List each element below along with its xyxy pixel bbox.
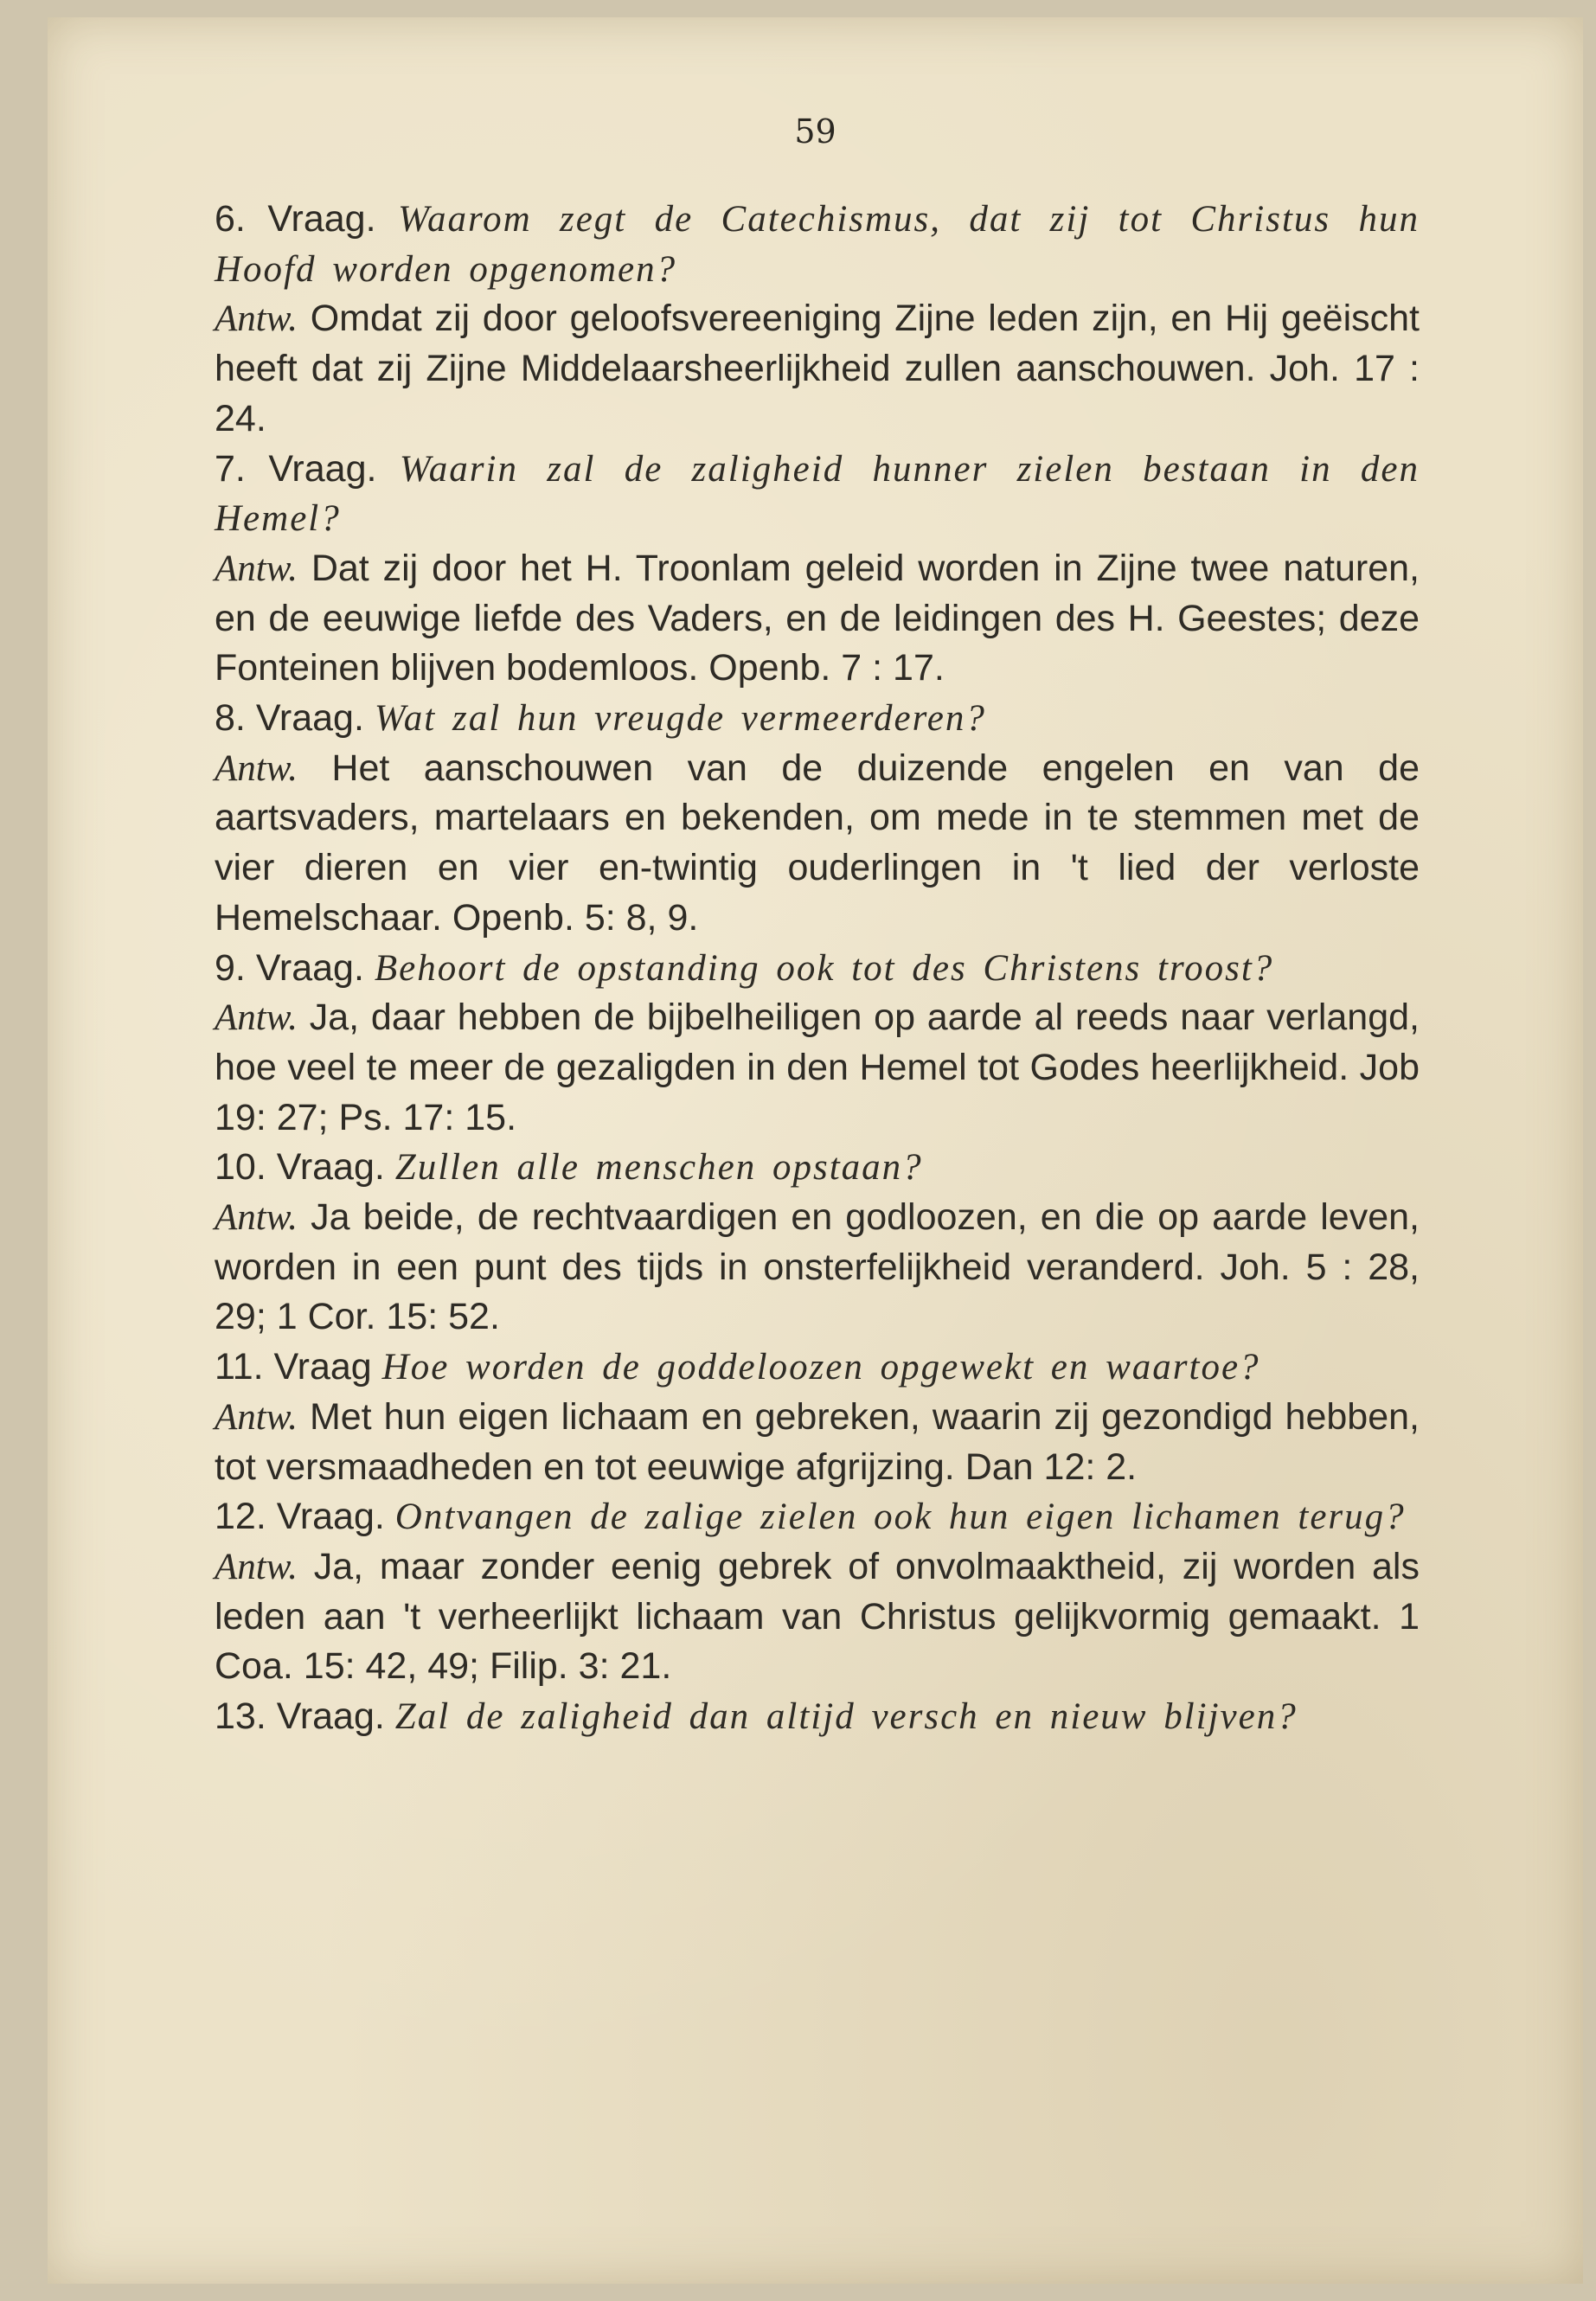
vraag-label: Vraag. xyxy=(267,198,376,240)
antw-label: Antw. xyxy=(215,1396,298,1438)
qa-entry-7 xyxy=(170,445,1420,695)
antw-label: Antw. xyxy=(215,298,298,340)
vraag-label: Vraag. xyxy=(255,946,364,989)
antw-label: Antw. xyxy=(215,548,298,589)
question-number: 13. xyxy=(215,1695,266,1738)
answer-text: Met hun eigen lichaam en gebreken, waarin zij gezondigd hebben, tot versmaadheden en tot eeuwige afgrijzing. Dan 12: 2. xyxy=(215,1395,1420,1488)
qa-entry-8 xyxy=(170,694,1420,944)
page-number: 59 xyxy=(794,112,836,151)
answer xyxy=(170,993,1420,1143)
question xyxy=(170,1343,1420,1393)
qa-entry-10 xyxy=(170,1143,1420,1343)
answer xyxy=(170,1542,1420,1692)
question-text: Ontvangen de zalige zielen ook hun eigen lichamen terug? xyxy=(394,1497,1406,1538)
antw-label: Antw. xyxy=(215,747,298,789)
qa-entry-9 xyxy=(170,944,1420,1144)
question-number: 7. xyxy=(215,447,246,490)
question-text: Wat zal hun vreugde vermeerderen? xyxy=(374,698,986,740)
antw-label: Antw. xyxy=(215,1546,298,1587)
question xyxy=(170,445,1420,544)
question-text: Behoort de opstanding ook tot des Christens troost? xyxy=(374,947,1274,989)
answer-text: Ja, maar zonder eenig gebrek of onvolmaaktheid, zij worden als leden aan 't verheerlijkt lichaam van Christus gelijkvormig gemaakt. 1 Coa. 15: 42, 49; Filip. 3: 21. xyxy=(215,1545,1420,1688)
qa-entry-11 xyxy=(170,1343,1420,1492)
question xyxy=(170,195,1420,294)
question xyxy=(170,694,1420,744)
question-text: Waarin zal de zaligheid hunner zielen bestaan in den Hemel? xyxy=(215,448,1420,540)
answer xyxy=(170,1193,1420,1343)
antw-label: Antw. xyxy=(215,997,298,1039)
vraag-label: Vraag. xyxy=(276,1496,385,1538)
vraag-label: Vraag. xyxy=(268,447,377,490)
question-number: 9. xyxy=(215,946,246,989)
answer xyxy=(170,1393,1420,1492)
qa-entry-13 xyxy=(170,1692,1420,1742)
question-number: 11. xyxy=(215,1346,264,1388)
answer xyxy=(170,544,1420,694)
answer xyxy=(170,294,1420,444)
question-number: 12. xyxy=(215,1496,266,1538)
answer-text: Ja beide, de rechtvaardigen en godloozen, en die op aarde leven, worden in een punt des tijds in onsterfelijkheid veranderd. Joh. 5 : 28, 29; 1 Cor. 15: 52. xyxy=(215,1196,1420,1338)
vraag-label: Vraag. xyxy=(276,1695,385,1738)
question-number: 10. xyxy=(215,1146,266,1189)
answer-text: Dat zij door het H. Troonlam geleid worden in Zijne twee naturen, en de eeuwige liefde des Vaders, en de leidingen des H. Geestes; deze Fonteinen blijven bodemloos. Openb. 7 : 17. xyxy=(215,547,1420,689)
question-text: Zullen alle menschen opstaan? xyxy=(394,1147,923,1189)
question-text: Hoe worden de goddeloozen opgewekt en waartoe? xyxy=(381,1347,1260,1388)
qa-entry-12 xyxy=(170,1492,1420,1692)
catechism-text xyxy=(170,195,1420,1742)
question xyxy=(170,1692,1420,1742)
answer xyxy=(170,744,1420,944)
question-number: 6. xyxy=(215,198,246,240)
vraag-label: Vraag xyxy=(273,1346,372,1388)
qa-entry-6 xyxy=(170,195,1420,445)
answer-text: Omdat zij door geloofsvereeniging Zijne leden zijn, en Hij geëischt heeft dat zij Zijne Middelaarsheerlijkheid zullen aanschouwen. Joh. 17 : 24. xyxy=(215,298,1420,439)
vraag-label: Vraag. xyxy=(276,1146,385,1189)
question xyxy=(170,944,1420,994)
question-text: Zal de zaligheid dan altijd versch en nieuw blijven? xyxy=(394,1696,1298,1738)
answer-text: Ja, daar hebben de bijbelheiligen op aarde al reeds naar verlangd, hoe veel te meer de gezaligden in den Hemel tot Godes heerlijkheid. Job 19: 27; Ps. 17: 15. xyxy=(215,997,1420,1138)
question-number: 8. xyxy=(215,697,246,740)
book-page xyxy=(48,17,1583,2284)
question xyxy=(170,1143,1420,1193)
vraag-label: Vraag. xyxy=(255,697,364,740)
question xyxy=(170,1492,1420,1542)
question-text: Waarom zegt de Catechismus, dat zij tot Christus hun Hoofd worden opgenomen? xyxy=(215,199,1420,290)
antw-label: Antw. xyxy=(215,1197,298,1239)
answer-text: Het aanschouwen van de duizende engelen en van de aartsvaders, martelaars en bekenden, om mede in te stemmen met de vier dieren en vier en-twintig ouderlingen in 't lied der verloste Hemelschaar. Openb. 5: 8, 9. xyxy=(215,747,1420,939)
